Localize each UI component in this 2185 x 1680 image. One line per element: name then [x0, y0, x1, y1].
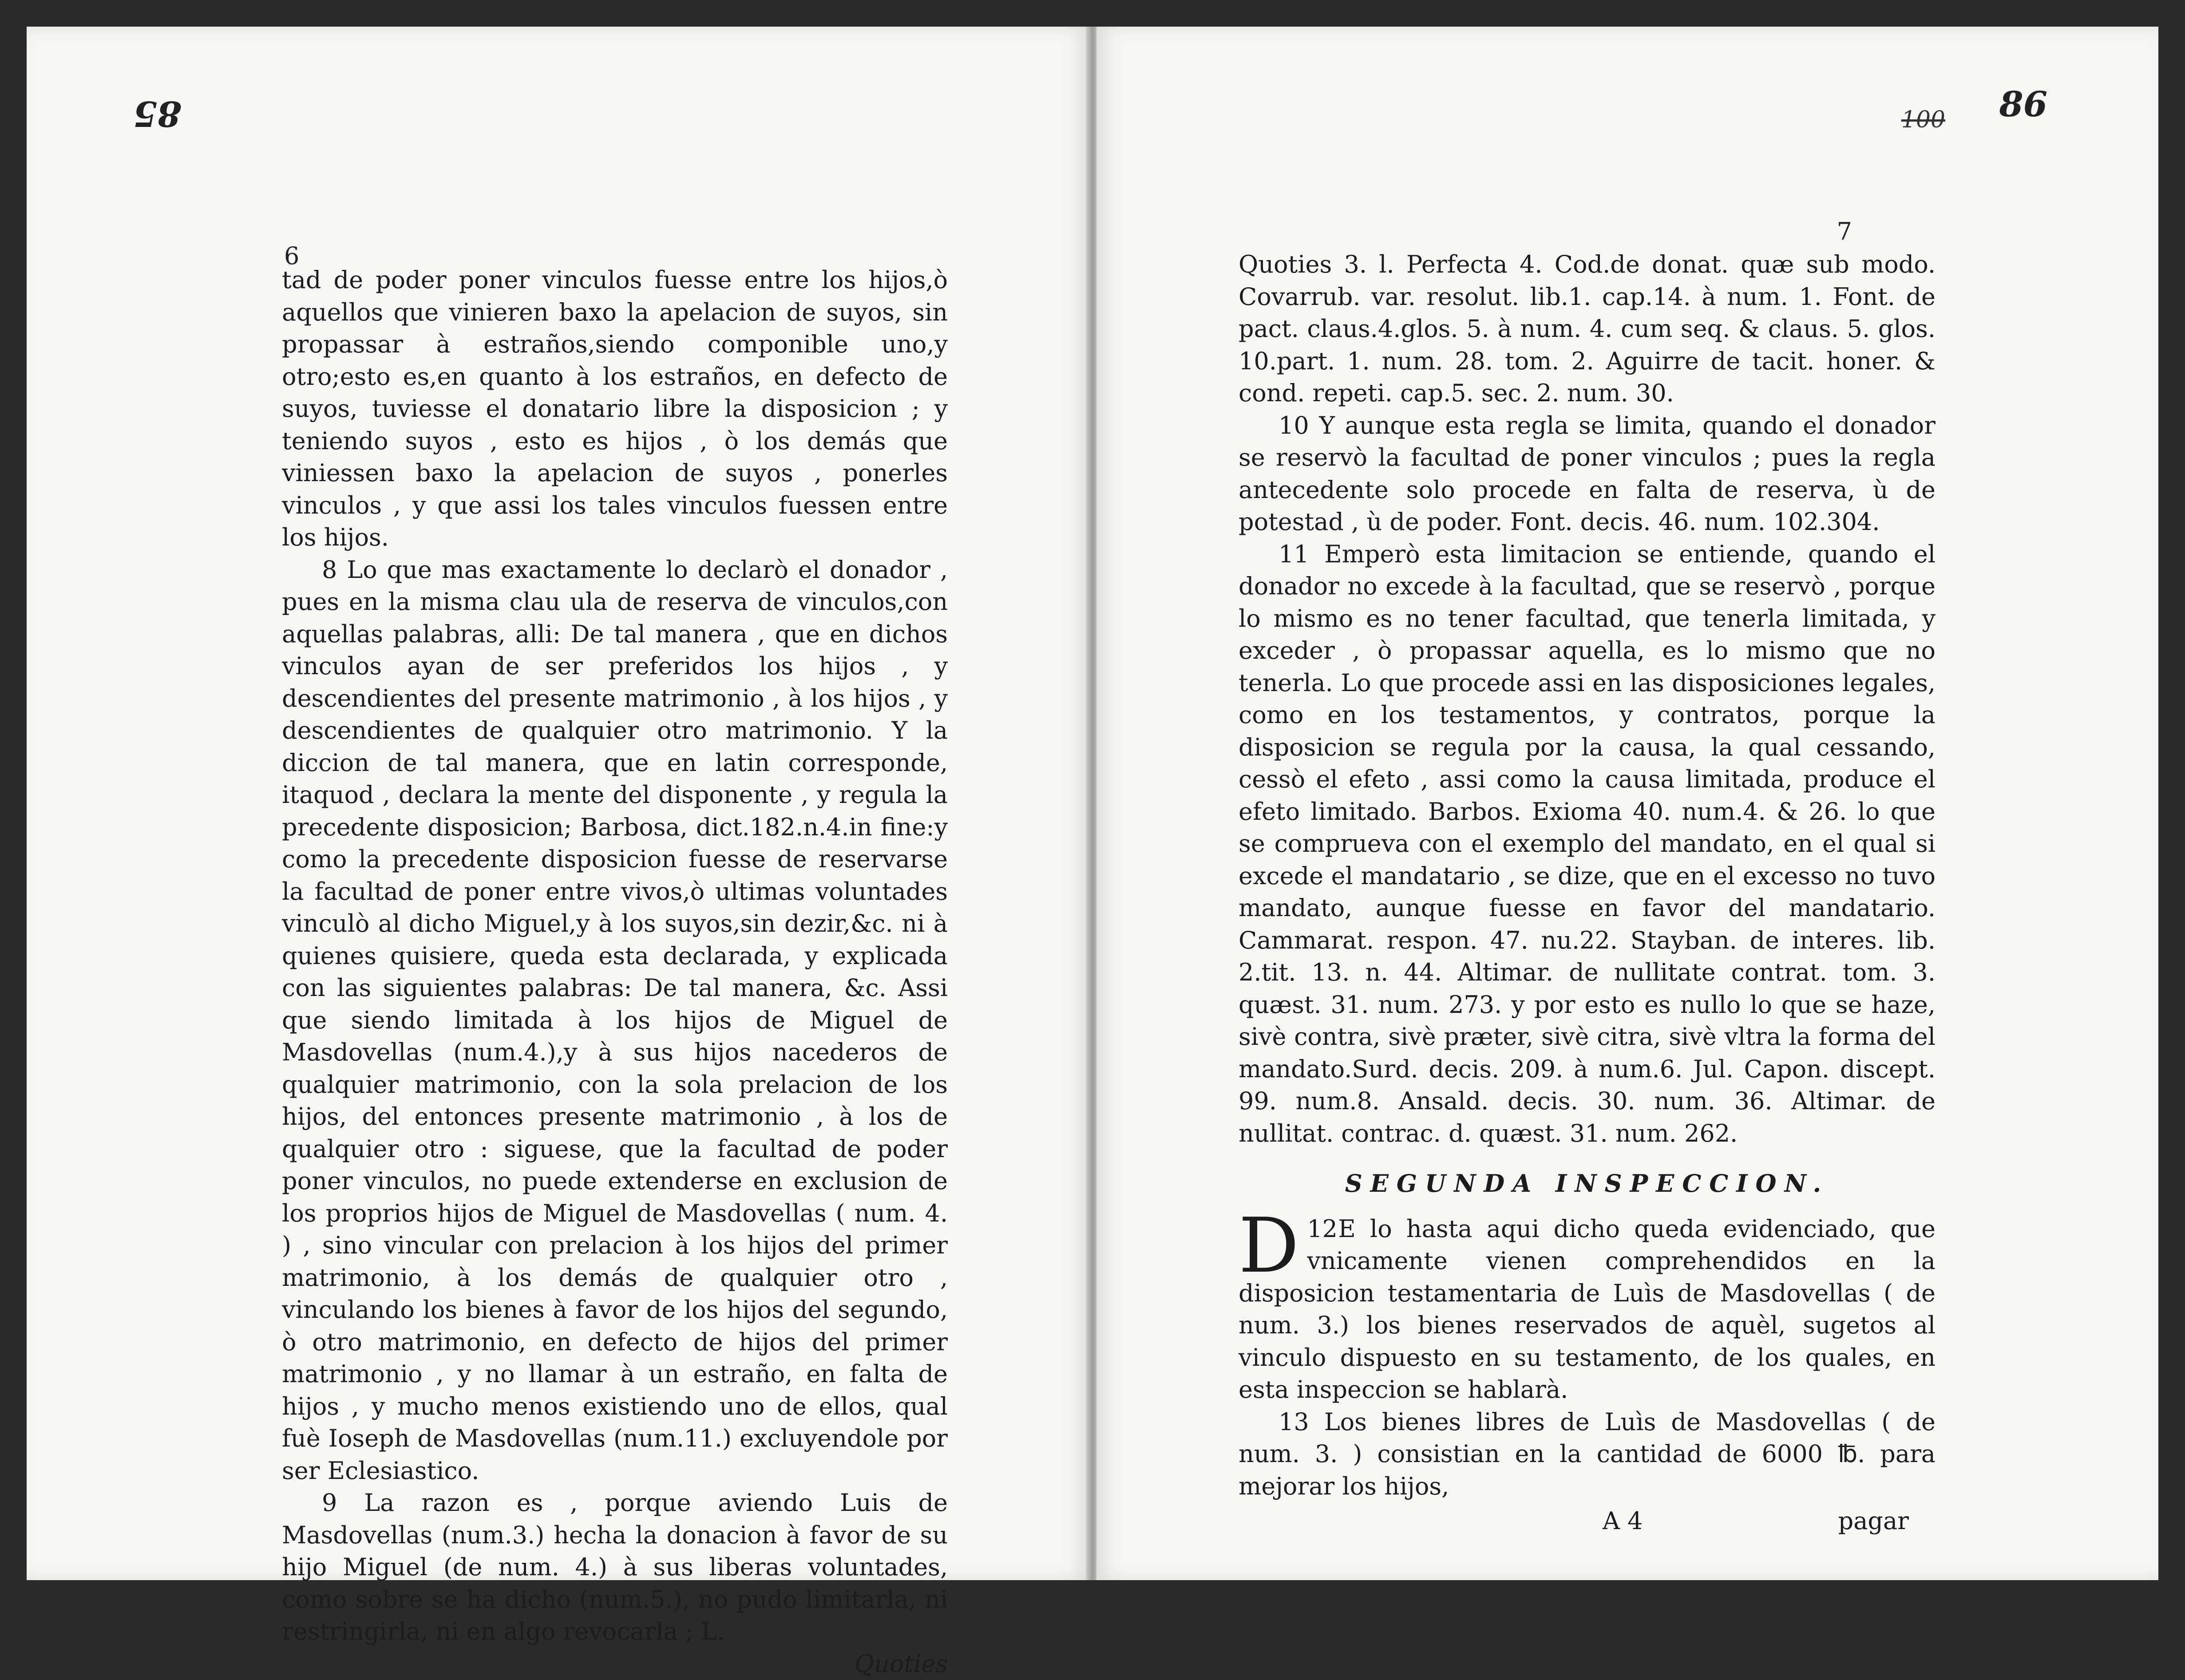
struck-folio-number: 100 — [1901, 107, 1945, 133]
page-number-right: 7 — [1837, 217, 1852, 245]
catchword-right: pagar — [1838, 1505, 1909, 1538]
paragraph-number: 12 — [1307, 1213, 1338, 1245]
signature-mark: A 4 — [1603, 1505, 1643, 1538]
paragraph: 9 La razon es , porque aviendo Luis de Masdovellas (num.3.) hecha la donacion à favor de su hijo Miguel (de num. 4.) à sus liberas voluntades, como sobre se ha dicho (num.5.), no pudo limitarla, ni restringirla, ni en algo revocarla ; L. — [282, 1487, 948, 1648]
book-spread — [27, 27, 2158, 1580]
drop-capital: D — [1239, 1215, 1299, 1277]
handwritten-folio-right: 86 — [1999, 84, 2047, 125]
right-text-block — [1239, 249, 1936, 1537]
left-text-block — [282, 264, 948, 1680]
left-page — [27, 27, 1089, 1580]
paragraph-12 — [1239, 1213, 1936, 1406]
right-page — [1096, 27, 2158, 1580]
section-heading: SEGUNDA INSPECCION. — [1239, 1167, 1936, 1200]
page-number-left: 6 — [284, 242, 299, 270]
paragraph: 8 Lo que mas exactamente lo declarò el donador , pues en la misma clau ula de reserva de vinculos,con aquellas palabras, alli: De tal manera , que en dichos vinculos ayan de ser preferidos los hijos , y descendientes del presente matrimonio , à los hijos , y descendientes de qualquier otro matrimonio. Y la diccion de tal manera, que en latin corresponde, itaquod , declara la mente del disponente , y regula la precedente disposicion; Barbosa, dict.182.n.4.in fine:y como la precedente disposicion fuesse de reservarse la facultad de poner entre vivos,ò ultimas voluntades vinculò al dicho Miguel,y à los suyos,sin dezir,&c. ni à quienes quisiere, queda esta declarada, y explicada con las siguientes palabras: De tal manera, &c. Assi que siendo limitada à los hijos de Miguel de Masdovellas (num.4.),y à sus hijos nacederos de qualquier matrimonio, con la sola prelacion de los hijos, del entonces presente matrimonio , à los de qualquier otro : siguese, que la facultad de poder poner vinculos, no puede extenderse en exclusion de los proprios hijos de Miguel de Masdovellas ( num. 4. ) , sino vincular con prelacion à los hijos del primer matrimonio, à los demás de qualquier otro , vinculando los bienes à favor de los hijos del segundo, ò otro matrimonio, en defecto de hijos del primer matrimonio , y no llamar à un estraño, en falta de hijos , y mucho menos existiendo uno de ellos, qual fuè Ioseph de Masdovellas (num.11.) excluyendole por ser Eclesiastico. — [282, 554, 948, 1487]
paragraph-13: 13 Los bienes libres de Luìs de Masdovellas ( de num. 3. ) consistian en la cantidad de 6000 ℔. para mejorar los hijos, — [1239, 1406, 1936, 1503]
paragraph: Quoties 3. l. Perfecta 4. Cod.de donat. quæ sub modo. Covarrub. var. resolut. lib.1. cap.14. à num. 1. Font. de pact. claus.4.glos. 5. à num. 4. cum seq. & claus. 5. glos. 10.part. 1. num. 28. tom. 2. Aguirre de tacit. honer. & cond. repeti. cap.5. sec. 2. num. 30. — [1239, 249, 1936, 410]
handwritten-folio-left: 85 — [133, 93, 182, 134]
catchword-left: Quoties — [282, 1648, 948, 1680]
paragraph-text: E lo hasta aqui dicho queda evidenciado, que vnicamente vienen comprehendidos en la disposicion testamentaria de Luìs de Masdovellas ( de num. 3.) los bienes reservados de aquèl, sugetos al vinculo dispuesto en su testamento, de los quales, en esta inspeccion se hablarà. — [1239, 1215, 1936, 1404]
page-footer — [1239, 1505, 1936, 1537]
paragraph: tad de poder poner vinculos fuesse entre los hijos,ò aquellos que vinieren baxo la apelacion de suyos, sin propassar à estraños,siendo componible uno,y otro;esto es,en quanto à los estraños, en defecto de suyos, tuviesse el donatario libre la disposicion ; y teniendo suyos , esto es hijos , ò los demás que viniessen baxo la apelacion de suyos , ponerles vinculos , y que assi los tales vinculos fuessen entre los hijos. — [282, 264, 948, 554]
paragraph: 10 Y aunque esta regla se limita, quando el donador se reservò la facultad de poner vinculos ; pues la regla antecedente solo procede en falta de reserva, ù de potestad , ù de poder. Font. decis. 46. num. 102.304. — [1239, 410, 1936, 538]
paragraph: 11 Emperò esta limitacion se entiende, quando el donador no excede à la facultad, que se reservò , porque lo mismo es no tener facultad, que tenerla limitada, y exceder , ò propassar aquella, es lo mismo que no tenerla. Lo que procede assi en las disposiciones legales, como en los testamentos, y contratos, porque la disposicion se regula por la causa, la qual cessando, cessò el efeto , assi como la causa limitada, produce el efeto limitado. Barbos. Exioma 40. num.4. & 26. lo que se comprueva con el exemplo del mandato, en el qual si excede el mandatario , se dize, que en el excesso no tuvo mandato, aunque fuesse en favor del mandatario. Cammarat. respon. 47. nu.22. Stayban. de interes. lib. 2.tit. 13. n. 44. Altimar. de nullitate contrat. tom. 3. quæst. 31. num. 273. y por esto es nullo lo que se haze, sivè contra, sivè præter, sivè citra, sivè vltra la forma del mandato.Surd. decis. 209. à num.6. Jul. Capon. discept. 99. num.8. Ansald. decis. 30. num. 36. Altimar. de nullitat. contrac. d. quæst. 31. num. 262. — [1239, 538, 1936, 1150]
